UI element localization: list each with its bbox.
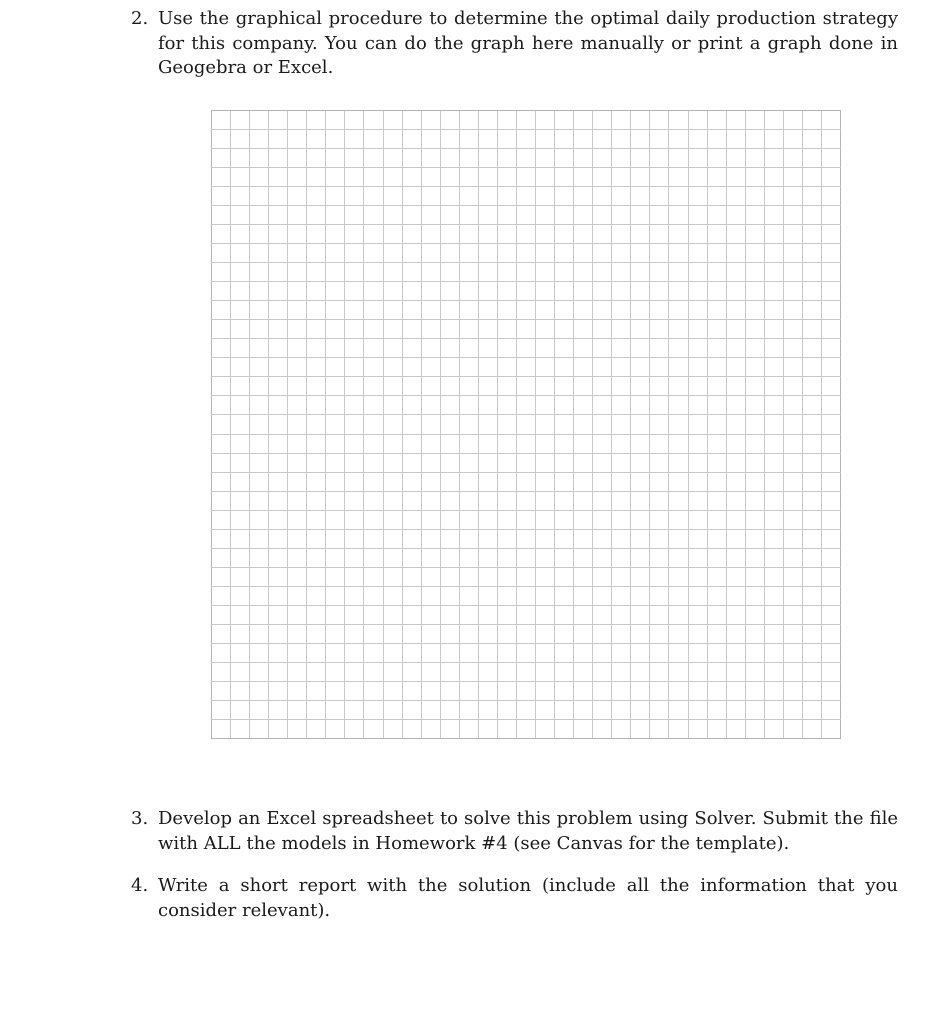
question-4 (131, 874, 898, 923)
grid-svg (211, 110, 841, 739)
question-4-text: Write a short report with the solution (include all the information that you consider relevant). (158, 875, 898, 921)
question-4-number: 4. (131, 875, 149, 896)
question-2-text: Use the graphical procedure to determine the optimal daily production strategy for this company. You can do the graph here manually or print a graph done in Geogebra or Excel. (158, 8, 898, 78)
graph-paper-grid (211, 110, 841, 739)
question-3 (131, 807, 898, 856)
question-3-number: 3. (131, 808, 149, 829)
question-2 (131, 7, 898, 81)
question-2-number: 2. (131, 8, 149, 29)
question-3-text: Develop an Excel spreadsheet to solve this problem using Solver. Submit the file with ALL the models in Homework #4 (see Canvas for the template). (158, 808, 898, 854)
